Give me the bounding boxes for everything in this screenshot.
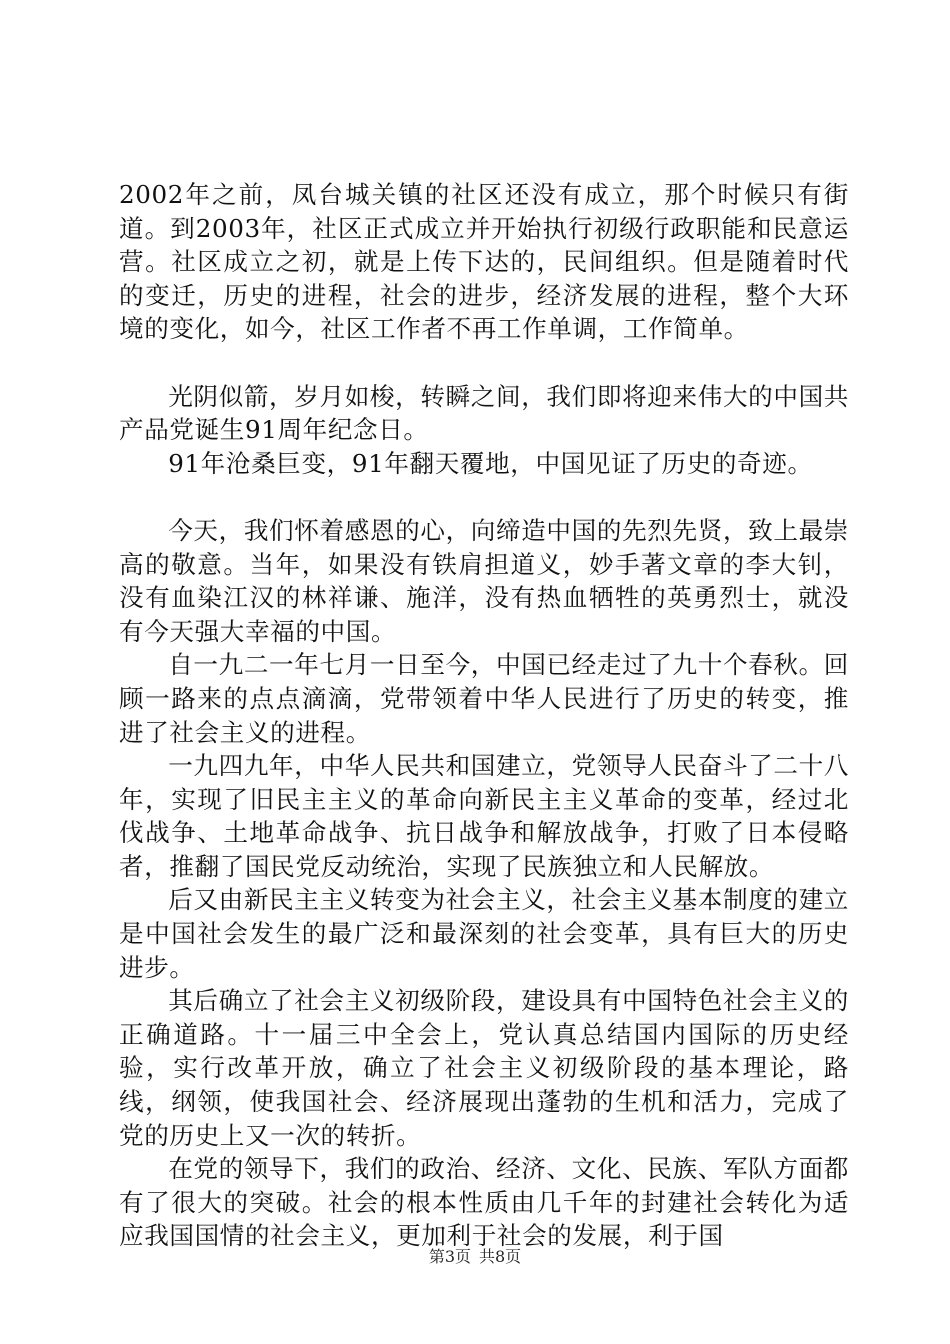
paragraph: 91年沧桑巨变，91年翻天覆地，中国见证了历史的奇迹。	[168, 448, 813, 478]
page-footer	[0, 1244, 950, 1267]
paragraph-gap	[119, 480, 849, 514]
paragraph-gap	[119, 346, 849, 380]
paragraph: 一九四九年，中华人民共和国建立，党领导人民奋斗了二十八年，实现了旧民主主义的革命向新民主主义革命的变革，经过北伐战争、土地革命战争、抗日战争和解放战争，打败了日本侵略者，推翻了国民党反动统治，实现了民族独立和人民解放。	[119, 751, 849, 881]
paragraph: 自一九二一年七月一日至今，中国已经走过了九十个春秋。回顾一路来的点点滴滴，党带领着中华人民进行了历史的转变，推进了社会主义的进程。	[119, 650, 849, 747]
page-number: 第3页	[428, 1247, 471, 1266]
page-total: 共8页	[479, 1247, 522, 1266]
paragraph: 在党的领导下，我们的政治、经济、文化、民族、军队方面都有了很大的突破。社会的根本性质由几千年的封建社会转化为适应我国国情的社会主义，更加利于社会的发展，利于国	[119, 1154, 849, 1251]
paragraph: 2002年之前，凤台城关镇的社区还没有成立，那个时候只有街道。到2003年，社区正式成立并开始执行初级行政职能和民意运营。社区成立之初，就是上传下达的，民间组织。但是随着时代的变迁，历史的进程，社会的进步，经济发展的进程，整个大环境的变化，如今，社区工作者不再工作单调，工作简单。	[119, 180, 849, 344]
paragraph: 后又由新民主主义转变为社会主义，社会主义基本制度的建立是中国社会发生的最广泛和最深刻的社会变革，具有巨大的历史进步。	[119, 885, 849, 982]
paragraph: 其后确立了社会主义初级阶段，建设具有中国特色社会主义的正确道路。十一届三中全会上，党认真总结国内国际的历史经验，实行改革开放，确立了社会主义初级阶段的基本理论，路线，纲领，使我国社会、经济展现出蓬勃的生机和活力，完成了党的历史上又一次的转折。	[119, 986, 849, 1150]
paragraph: 光阴似箭，岁月如梭，转瞬之间，我们即将迎来伟大的中国共产品党诞生91周年纪念日。	[119, 381, 849, 445]
document-body	[119, 178, 849, 1253]
paragraph: 今天，我们怀着感恩的心，向缔造中国的先烈先贤，致上最崇高的敬意。当年，如果没有铁肩担道义，妙手著文章的李大钊，没有血染江汉的林祥谦、施洋，没有热血牺牲的英勇烈士，就没有今天强大幸福的中国。	[119, 515, 849, 646]
